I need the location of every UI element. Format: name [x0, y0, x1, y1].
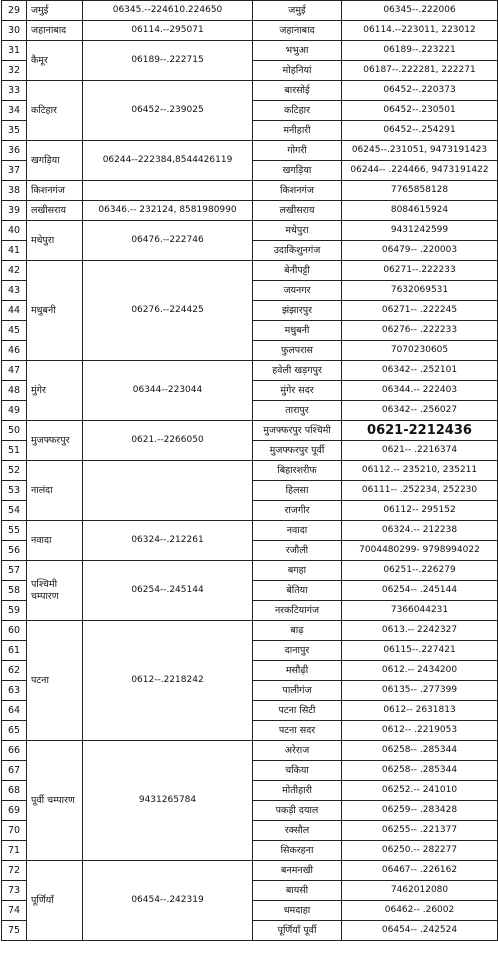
station-phone: 06259-- .283428	[342, 801, 498, 821]
district-phone: 06276.--224425	[83, 261, 253, 361]
district-name: नालंदा	[27, 461, 83, 521]
district-phone: 9431265784	[83, 741, 253, 861]
district-phone: 06114.--295071	[83, 21, 253, 41]
row-number: 62	[2, 661, 27, 681]
station-phone: 8084615924	[342, 201, 498, 221]
station-phone: 06344.-- 222403	[342, 381, 498, 401]
station-phone: 06245--.231051, 9473191423	[342, 141, 498, 161]
station-phone: 06462-- .26002	[342, 901, 498, 921]
table-row	[2, 621, 498, 641]
police-contact-table	[1, 0, 498, 941]
station-name: बगहा	[253, 561, 342, 581]
station-name: मुजफ्फरपुर पश्चिमी	[253, 421, 342, 441]
station-name: झंझारपुर	[253, 301, 342, 321]
row-number: 68	[2, 781, 27, 801]
station-phone: 0612-- .2219053	[342, 721, 498, 741]
station-phone: 06250.-- 282277	[342, 841, 498, 861]
station-name: बायसी	[253, 881, 342, 901]
row-number: 57	[2, 561, 27, 581]
district-name: जहानाबाद	[27, 21, 83, 41]
row-number: 56	[2, 541, 27, 561]
station-phone: 06187--.222281, 222271	[342, 61, 498, 81]
station-phone: 06112-- 295152	[342, 501, 498, 521]
station-phone: 9431242599	[342, 221, 498, 241]
station-name: मसौढ़ी	[253, 661, 342, 681]
row-number: 39	[2, 201, 27, 221]
station-phone: 06254-- .245144	[342, 581, 498, 601]
row-number: 48	[2, 381, 27, 401]
district-phone: 06244--222384,8544426119	[83, 141, 253, 181]
district-phone: 06189--.222715	[83, 41, 253, 81]
station-phone: 0612-- 2631813	[342, 701, 498, 721]
station-name: फुलपरास	[253, 341, 342, 361]
station-phone: 06251--.226279	[342, 561, 498, 581]
station-phone: 06452--.220373	[342, 81, 498, 101]
station-phone: 06252.-- 241010	[342, 781, 498, 801]
station-phone: 06345--.222006	[342, 1, 498, 21]
district-name: मुजफ्फरपुर	[27, 421, 83, 461]
district-phone: 06476.--222746	[83, 221, 253, 261]
station-phone: 06114.--223011, 223012	[342, 21, 498, 41]
district-name: पश्चिमी चम्पारण	[27, 561, 83, 621]
station-name: धमदाहा	[253, 901, 342, 921]
row-number: 36	[2, 141, 27, 161]
station-phone: 06255-- .221377	[342, 821, 498, 841]
district-name: खगड़िया	[27, 141, 83, 181]
district-phone: 06254--.245144	[83, 561, 253, 621]
station-name: पटना सदर	[253, 721, 342, 741]
district-phone	[83, 461, 253, 521]
station-phone: 0613.-- 2242327	[342, 621, 498, 641]
table-row	[2, 221, 498, 241]
station-name: मुंगेर सदर	[253, 381, 342, 401]
station-phone: 06342-- .252101	[342, 361, 498, 381]
row-number: 55	[2, 521, 27, 541]
station-name: रक्सौल	[253, 821, 342, 841]
row-number: 58	[2, 581, 27, 601]
row-number: 49	[2, 401, 27, 421]
row-number: 61	[2, 641, 27, 661]
table-row	[2, 741, 498, 761]
row-number: 33	[2, 81, 27, 101]
station-name: मधुबनी	[253, 321, 342, 341]
row-number: 45	[2, 321, 27, 341]
row-number: 54	[2, 501, 27, 521]
row-number: 51	[2, 441, 27, 461]
station-name: खगड़िया	[253, 161, 342, 181]
row-number: 65	[2, 721, 27, 741]
station-phone: 06135-- .277399	[342, 681, 498, 701]
district-phone: 06344--223044	[83, 361, 253, 421]
station-phone: 06454-- .242524	[342, 921, 498, 941]
station-name: मोतीहारी	[253, 781, 342, 801]
row-number: 66	[2, 741, 27, 761]
district-name: मधेपुरा	[27, 221, 83, 261]
table-row	[2, 21, 498, 41]
row-number: 63	[2, 681, 27, 701]
station-name: पकड़ी दयाल	[253, 801, 342, 821]
station-name: मोहनियां	[253, 61, 342, 81]
district-phone	[83, 181, 253, 201]
station-name: रजौली	[253, 541, 342, 561]
station-name: नवादा	[253, 521, 342, 541]
district-phone: 06324--.212261	[83, 521, 253, 561]
row-number: 46	[2, 341, 27, 361]
row-number: 59	[2, 601, 27, 621]
district-name: कटिहार	[27, 81, 83, 141]
station-name: बाढ़	[253, 621, 342, 641]
station-phone: 06258-- .285344	[342, 741, 498, 761]
district-name: मधुबनी	[27, 261, 83, 361]
station-phone: 7366044231	[342, 601, 498, 621]
row-number: 60	[2, 621, 27, 641]
table-row	[2, 361, 498, 381]
row-number: 38	[2, 181, 27, 201]
station-name: गोगरी	[253, 141, 342, 161]
station-phone: 7765858128	[342, 181, 498, 201]
row-number: 52	[2, 461, 27, 481]
row-number: 69	[2, 801, 27, 821]
station-name: जहानाबाद	[253, 21, 342, 41]
table-row	[2, 81, 498, 101]
district-name: पूर्वी चम्पारण	[27, 741, 83, 861]
station-phone: 06324.-- 212238	[342, 521, 498, 541]
station-name: लखीसराय	[253, 201, 342, 221]
district-name: पूर्णियाँ	[27, 861, 83, 941]
table-row	[2, 261, 498, 281]
station-phone: 0621-2212436	[342, 421, 498, 441]
station-phone: 06189--.223221	[342, 41, 498, 61]
district-name: जमुई	[27, 1, 83, 21]
station-phone: 06258-- .285344	[342, 761, 498, 781]
table-row	[2, 861, 498, 881]
district-phone: 0621.--2266050	[83, 421, 253, 461]
station-phone: 06115--.227421	[342, 641, 498, 661]
station-name: भभुआ	[253, 41, 342, 61]
station-name: हवेली खड़गपुर	[253, 361, 342, 381]
station-name: पटना सिटी	[253, 701, 342, 721]
row-number: 41	[2, 241, 27, 261]
station-name: जमुई	[253, 1, 342, 21]
station-phone: 06111-- .252234, 252230	[342, 481, 498, 501]
station-name: पूर्णियाँ पूर्वी	[253, 921, 342, 941]
row-number: 43	[2, 281, 27, 301]
station-name: दानापुर	[253, 641, 342, 661]
station-phone: 06452--.254291	[342, 121, 498, 141]
row-number: 64	[2, 701, 27, 721]
table-row	[2, 461, 498, 481]
station-name: तारापुर	[253, 401, 342, 421]
station-phone: 0621-- .2216374	[342, 441, 498, 461]
district-phone: 06454--.242319	[83, 861, 253, 941]
row-number: 73	[2, 881, 27, 901]
district-name: मुंगेर	[27, 361, 83, 421]
station-name: किशनगंज	[253, 181, 342, 201]
station-name: बनमनखी	[253, 861, 342, 881]
row-number: 34	[2, 101, 27, 121]
district-name: पटना	[27, 621, 83, 741]
table-row	[2, 201, 498, 221]
district-name: कैमूर	[27, 41, 83, 81]
district-phone: 0612--.2218242	[83, 621, 253, 741]
table-row	[2, 521, 498, 541]
row-number: 47	[2, 361, 27, 381]
station-phone: 06276-- .222233	[342, 321, 498, 341]
row-number: 67	[2, 761, 27, 781]
station-name: कटिहार	[253, 101, 342, 121]
district-phone: 06452--.239025	[83, 81, 253, 141]
row-number: 37	[2, 161, 27, 181]
station-name: मनीहारी	[253, 121, 342, 141]
row-number: 71	[2, 841, 27, 861]
row-number: 40	[2, 221, 27, 241]
station-name: बेतिया	[253, 581, 342, 601]
station-phone: 06271-- .222245	[342, 301, 498, 321]
station-name: राजगीर	[253, 501, 342, 521]
station-phone: 06271--.222233	[342, 261, 498, 281]
station-name: हिलसा	[253, 481, 342, 501]
table-row	[2, 41, 498, 61]
station-name: बिहारशरीफ	[253, 461, 342, 481]
row-number: 32	[2, 61, 27, 81]
table-row	[2, 421, 498, 441]
table-row	[2, 1, 498, 21]
district-name: नवादा	[27, 521, 83, 561]
station-name: उदाकिशुनगंज	[253, 241, 342, 261]
district-name: लखीसराय	[27, 201, 83, 221]
station-name: अरेराज	[253, 741, 342, 761]
district-name: किशनगंज	[27, 181, 83, 201]
row-number: 31	[2, 41, 27, 61]
station-name: नरकटियागंज	[253, 601, 342, 621]
station-phone: 7070230605	[342, 341, 498, 361]
station-name: बेनीपट्टी	[253, 261, 342, 281]
table-row	[2, 181, 498, 201]
row-number: 70	[2, 821, 27, 841]
row-number: 30	[2, 21, 27, 41]
station-name: सिकरहना	[253, 841, 342, 861]
station-name: मधेपुरा	[253, 221, 342, 241]
station-phone: 06467-- .226162	[342, 861, 498, 881]
row-number: 50	[2, 421, 27, 441]
station-phone: 7004480299- 9798994022	[342, 541, 498, 561]
row-number: 53	[2, 481, 27, 501]
row-number: 74	[2, 901, 27, 921]
station-phone: 0612.-- 2434200	[342, 661, 498, 681]
station-phone: 06452--.230501	[342, 101, 498, 121]
row-number: 72	[2, 861, 27, 881]
station-phone: 06244-- .224466, 9473191422	[342, 161, 498, 181]
row-number: 35	[2, 121, 27, 141]
row-number: 29	[2, 1, 27, 21]
district-phone: 06345.--224610.224650	[83, 1, 253, 21]
station-name: बारसोई	[253, 81, 342, 101]
station-phone: 06112.-- 235210, 235211	[342, 461, 498, 481]
table-row	[2, 561, 498, 581]
station-phone: 7632069531	[342, 281, 498, 301]
station-phone: 7462012080	[342, 881, 498, 901]
station-name: जयनगर	[253, 281, 342, 301]
station-name: चकिया	[253, 761, 342, 781]
row-number: 42	[2, 261, 27, 281]
row-number: 75	[2, 921, 27, 941]
station-phone: 06479-- .220003	[342, 241, 498, 261]
row-number: 44	[2, 301, 27, 321]
district-phone: 06346.-- 232124, 8581980990	[83, 201, 253, 221]
station-name: मुजफ्फरपुर पूर्वी	[253, 441, 342, 461]
table-row	[2, 141, 498, 161]
station-phone: 06342-- .256027	[342, 401, 498, 421]
station-name: पालीगंज	[253, 681, 342, 701]
